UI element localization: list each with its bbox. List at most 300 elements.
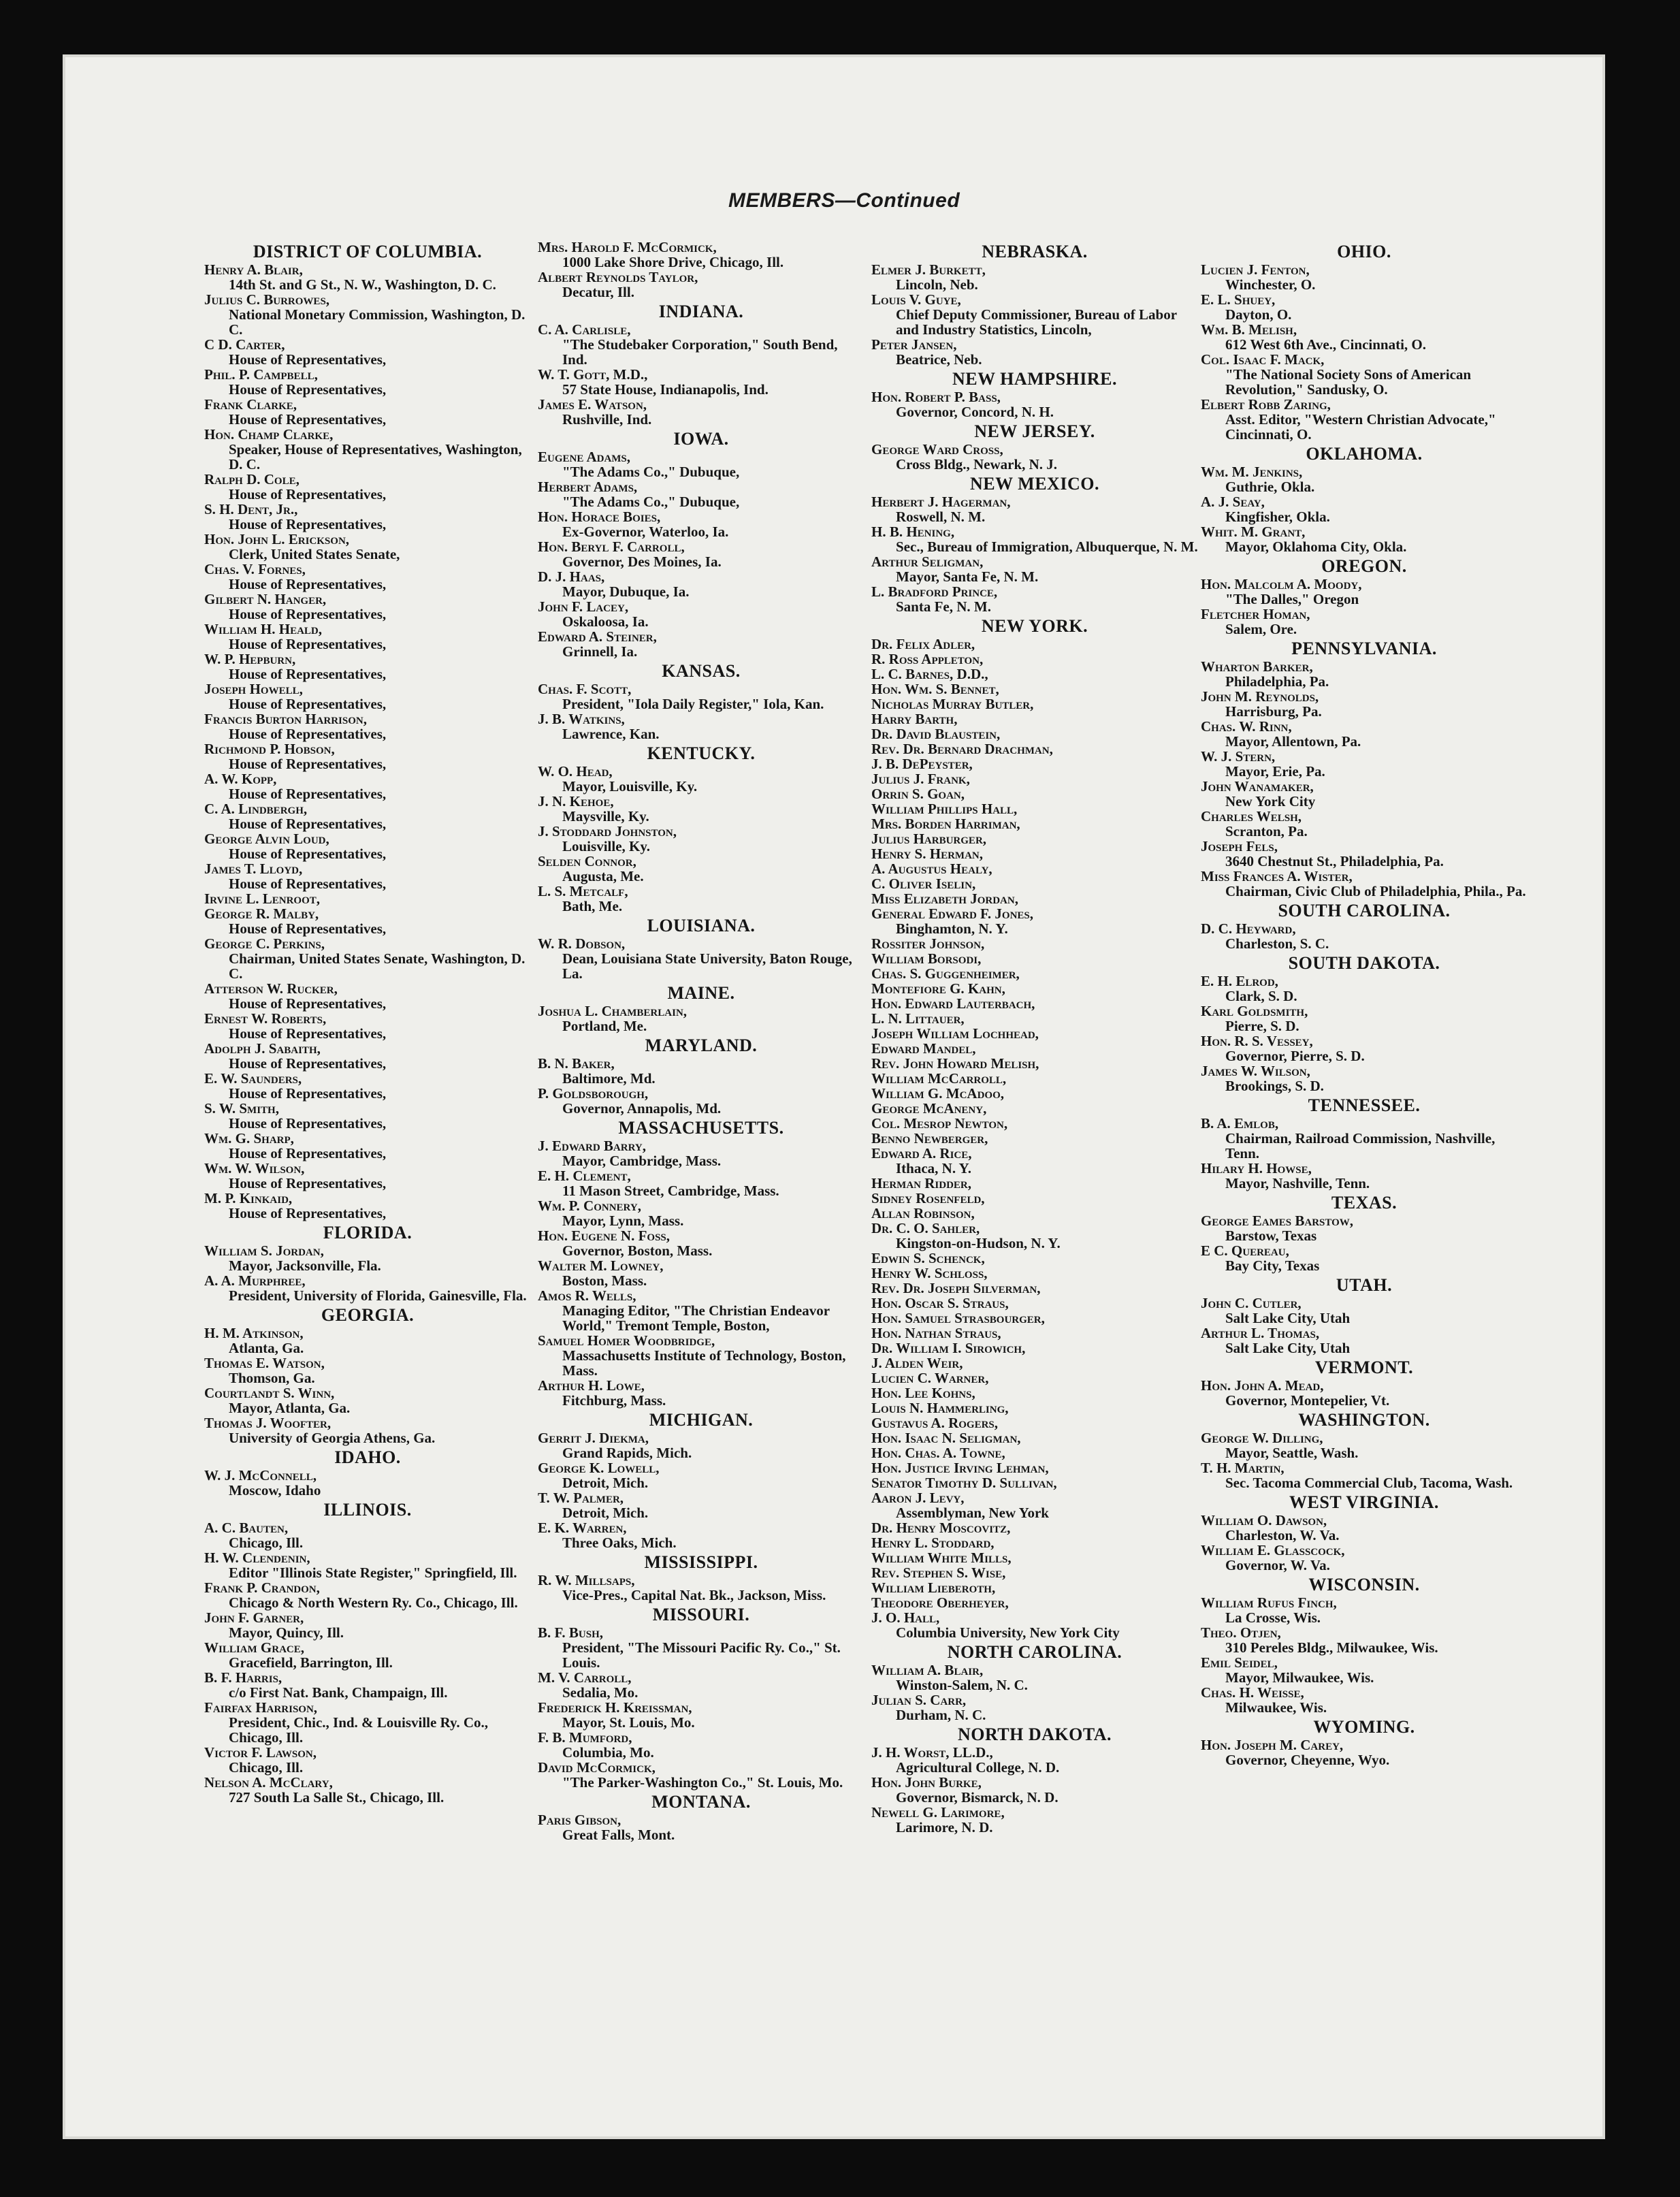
member-entry xyxy=(871,1385,1198,1400)
member-detail: 14th St. and G St., N. W., Washington, D. C. xyxy=(229,276,496,293)
member-name: J. Edward Barry, xyxy=(538,1138,646,1154)
member-entry xyxy=(871,1266,1198,1281)
state-heading: INDIANA. xyxy=(658,302,744,321)
member-entry xyxy=(204,1041,531,1071)
member-entry xyxy=(1201,779,1528,809)
member-name: Francis Burton Harrison, xyxy=(204,711,367,727)
member-entry xyxy=(204,741,531,771)
member-detail: Great Falls, Mont. xyxy=(562,1827,675,1843)
member-name: H. B. Hening, xyxy=(871,524,955,540)
member-name: Eugene Adams, xyxy=(538,449,631,465)
member-entry xyxy=(538,1288,865,1333)
member-name: Ernest W. Roberts, xyxy=(204,1010,327,1027)
member-name: Herman Ridder, xyxy=(871,1175,971,1191)
member-name: W. J. Stern, xyxy=(1201,748,1276,765)
member-detail: Salem, Ore. xyxy=(1225,621,1297,637)
member-detail: Atlanta, Ga. xyxy=(229,1340,304,1356)
state-heading: IOWA. xyxy=(673,429,729,449)
member-detail: Chairman, Railroad Commission, Nashville, Tenn. xyxy=(1225,1130,1496,1161)
member-name: E C. Quereau, xyxy=(1201,1242,1289,1259)
member-entry xyxy=(538,240,865,270)
member-detail: Chicago & North Western Ry. Co., Chicago, Ill. xyxy=(229,1594,518,1611)
member-entry xyxy=(538,1168,865,1198)
member-entry xyxy=(871,494,1198,524)
member-entry xyxy=(538,1812,865,1842)
member-entry xyxy=(871,801,1198,816)
member-name: Arthur L. Thomas, xyxy=(1201,1325,1320,1341)
state-heading: KENTUCKY. xyxy=(647,743,756,763)
member-entry xyxy=(538,539,865,569)
member-detail: Chief Deputy Commissioner, Bureau of Labor and Industry Statistics, Lincoln, xyxy=(896,306,1177,338)
member-entry xyxy=(871,1475,1198,1490)
member-detail: Beatrice, Neb. xyxy=(896,351,982,368)
member-entry xyxy=(204,1161,531,1191)
member-name: Amos R. Wells, xyxy=(538,1287,636,1304)
member-name: Edward A. Steiner, xyxy=(538,628,657,645)
member-name: Hon. John A. Mead, xyxy=(1201,1377,1324,1394)
member-entry xyxy=(1201,719,1528,749)
member-detail: Editor "Illinois State Register," Springfield, Ill. xyxy=(229,1565,517,1581)
member-entry xyxy=(871,1745,1198,1775)
member-detail: Governor, Bismarck, N. D. xyxy=(896,1789,1059,1806)
member-entry xyxy=(204,681,531,711)
member-name: George Ward Cross, xyxy=(871,441,1003,458)
state-heading: OKLAHOMA. xyxy=(1306,444,1423,464)
member-detail: House of Representatives, xyxy=(229,351,387,368)
member-entry xyxy=(204,1011,531,1041)
member-entry xyxy=(1201,1430,1528,1460)
member-detail: House of Representatives, xyxy=(229,920,387,937)
member-entry xyxy=(871,389,1198,419)
member-detail: Mayor, Lynn, Mass. xyxy=(562,1213,684,1229)
member-name: J. B. Watkins, xyxy=(538,711,625,727)
member-detail: House of Representatives, xyxy=(229,696,387,712)
member-name: Dr. C. O. Sahler, xyxy=(871,1220,980,1236)
member-entry xyxy=(204,981,531,1011)
member-entry xyxy=(871,524,1198,554)
member-entry xyxy=(538,1004,865,1033)
member-entry xyxy=(871,584,1198,614)
member-detail: Baltimore, Md. xyxy=(562,1070,656,1087)
member-name: Hilary H. Howse, xyxy=(1201,1160,1312,1176)
member-detail: Fitchburg, Mass. xyxy=(562,1392,666,1409)
member-name: Hon. Champ Clarke, xyxy=(204,426,334,443)
member-name: J. O. Hall, xyxy=(871,1609,940,1626)
member-detail: Brookings, S. D. xyxy=(1225,1078,1324,1094)
member-detail: Grand Rapids, Mich. xyxy=(562,1445,692,1461)
state-heading: PENNSYLVANIA. xyxy=(1291,639,1437,658)
member-entry xyxy=(204,472,531,502)
member-entry xyxy=(871,1326,1198,1341)
state-heading: SOUTH CAROLINA. xyxy=(1278,901,1451,920)
member-name: B. F. Bush, xyxy=(538,1624,604,1641)
member-entry xyxy=(871,1191,1198,1206)
member-name: Col. Mesrop Newton, xyxy=(871,1115,1008,1132)
member-entry xyxy=(204,1326,531,1356)
state-heading: VERMONT. xyxy=(1314,1358,1414,1377)
member-entry xyxy=(538,1520,865,1550)
member-entry xyxy=(871,1430,1198,1445)
member-name: George McAneny, xyxy=(871,1100,987,1117)
member-entry xyxy=(538,1258,865,1288)
member-name: William G. McAdoo, xyxy=(871,1085,1004,1102)
member-entry xyxy=(1201,1595,1528,1625)
member-name: Hon. Lee Kohns, xyxy=(871,1385,975,1401)
member-entry xyxy=(1201,1063,1528,1093)
member-name: Hon. John L. Erickson, xyxy=(204,531,350,547)
member-detail: House of Representatives, xyxy=(229,606,387,622)
member-detail: Dean, Louisiana State University, Baton Rouge, La. xyxy=(562,950,852,982)
member-name: Nicholas Murray Butler, xyxy=(871,696,1034,712)
member-detail: Chairman, United States Senate, Washington, D. C. xyxy=(229,950,526,982)
state-heading: WASHINGTON. xyxy=(1298,1410,1430,1430)
member-name: A. A. Murphree, xyxy=(204,1272,306,1289)
member-name: Karl Goldsmith, xyxy=(1201,1003,1308,1019)
member-entry xyxy=(204,652,531,681)
member-entry xyxy=(538,1490,865,1520)
member-entry xyxy=(871,1370,1198,1385)
member-name: E. H. Elrod, xyxy=(1201,973,1278,989)
member-name: M. P. Kinkaid, xyxy=(204,1190,293,1206)
member-detail: Santa Fe, N. M. xyxy=(896,598,991,615)
member-entry xyxy=(1201,1326,1528,1356)
member-entry xyxy=(204,1101,531,1131)
member-entry xyxy=(538,1760,865,1790)
member-entry xyxy=(871,891,1198,906)
member-entry xyxy=(871,1415,1198,1430)
member-name: M. V. Carroll, xyxy=(538,1669,632,1686)
member-detail: Mayor, Oklahoma City, Okla. xyxy=(1225,539,1407,555)
member-name: Hon. Justice Irving Lehman, xyxy=(871,1460,1049,1476)
member-name: Samuel Homer Woodbridge, xyxy=(538,1332,715,1349)
member-entry xyxy=(1201,1737,1528,1767)
member-entry xyxy=(1201,921,1528,951)
member-name: William A. Blair, xyxy=(871,1662,984,1678)
member-entry xyxy=(871,262,1198,292)
member-entry xyxy=(538,794,865,824)
member-detail: House of Representatives, xyxy=(229,516,387,532)
member-name: Benno Newberger, xyxy=(871,1130,988,1146)
member-entry xyxy=(1201,1033,1528,1063)
member-entry xyxy=(538,681,865,711)
member-name: William Phillips Hall, xyxy=(871,801,1018,817)
member-entry xyxy=(204,1640,531,1670)
member-entry xyxy=(1201,464,1528,494)
member-entry xyxy=(871,1086,1198,1101)
state-heading: IDAHO. xyxy=(334,1447,401,1467)
member-name: James T. Lloyd, xyxy=(204,861,303,877)
member-name: A. W. Kopp, xyxy=(204,771,277,787)
member-name: Wharton Barker, xyxy=(1201,658,1313,675)
member-entry xyxy=(871,696,1198,711)
member-entry xyxy=(538,1730,865,1760)
member-entry xyxy=(538,711,865,741)
state-heading: MISSISSIPPI. xyxy=(644,1552,758,1572)
member-entry xyxy=(538,1670,865,1700)
member-name: Lucien J. Fenton, xyxy=(1201,261,1310,278)
member-entry xyxy=(204,532,531,562)
member-name: George R. Malby, xyxy=(204,905,319,922)
member-detail: Mayor, Santa Fe, N. M. xyxy=(896,568,1039,585)
member-name: Wm. W. Wilson, xyxy=(204,1160,305,1176)
member-entry xyxy=(871,726,1198,741)
state-heading: MICHIGAN. xyxy=(649,1410,754,1430)
member-entry xyxy=(538,1056,865,1086)
member-entry xyxy=(204,262,531,292)
member-entry xyxy=(871,681,1198,696)
member-entry xyxy=(1201,494,1528,524)
member-detail: Ithaca, N. Y. xyxy=(896,1160,972,1176)
member-detail: Chicago, Ill. xyxy=(229,1759,304,1776)
member-entry xyxy=(1201,1378,1528,1408)
member-name: Chas. V. Fornes, xyxy=(204,561,306,577)
member-entry xyxy=(204,337,531,367)
member-entry xyxy=(204,1415,531,1445)
member-detail: 11 Mason Street, Cambridge, Mass. xyxy=(562,1183,779,1199)
member-entry xyxy=(1201,1116,1528,1161)
member-name: H. M. Atkinson, xyxy=(204,1325,304,1341)
state-heading: WYOMING. xyxy=(1313,1717,1415,1737)
member-detail: House of Representatives, xyxy=(229,576,387,592)
member-entry xyxy=(1201,262,1528,292)
member-entry xyxy=(204,1580,531,1610)
member-detail: Massachusetts Institute of Technology, Boston, Mass. xyxy=(562,1347,846,1379)
member-detail: 727 South La Salle St., Chicago, Ill. xyxy=(229,1789,445,1806)
member-entry xyxy=(204,1670,531,1700)
member-entry xyxy=(1201,974,1528,1004)
member-name: Emil Seidel, xyxy=(1201,1654,1278,1671)
state-heading: DISTRICT OF COLUMBIA. xyxy=(253,242,483,261)
member-name: C. A. Lindbergh, xyxy=(204,801,308,817)
member-entry xyxy=(204,936,531,981)
member-detail: 3640 Chestnut St., Philadelphia, Pa. xyxy=(1225,853,1444,869)
member-entry xyxy=(1201,292,1528,322)
member-entry xyxy=(871,861,1198,876)
member-name: E. L. Shuey, xyxy=(1201,291,1276,308)
member-entry xyxy=(204,1356,531,1385)
member-entry xyxy=(538,884,865,914)
state-heading: UTAH. xyxy=(1336,1275,1393,1295)
member-entry xyxy=(871,637,1198,652)
member-entry xyxy=(538,270,865,300)
state-heading: MAINE. xyxy=(667,983,735,1003)
member-entry xyxy=(1201,809,1528,839)
member-name: Frank P. Crandon, xyxy=(204,1579,320,1596)
member-name: Joseph William Lochhead, xyxy=(871,1025,1039,1042)
member-name: Col. Isaac F. Mack, xyxy=(1201,351,1325,368)
member-entry xyxy=(204,622,531,652)
member-detail: Harrisburg, Pa. xyxy=(1225,703,1322,720)
member-name: R. W. Millsaps, xyxy=(538,1572,635,1588)
member-name: Julius Harburger, xyxy=(871,831,987,847)
member-detail: Mayor, Milwaukee, Wis. xyxy=(1225,1669,1374,1686)
member-name: Hon. Chas. A. Towne, xyxy=(871,1445,1005,1461)
member-entry xyxy=(204,1550,531,1580)
member-name: Walter M. Lowney, xyxy=(538,1257,664,1274)
member-detail: 310 Pereles Bldg., Milwaukee, Wis. xyxy=(1225,1639,1438,1656)
member-name: Ralph D. Cole, xyxy=(204,471,300,487)
member-detail: Columbia University, New York City xyxy=(896,1624,1120,1641)
member-name: E. H. Clement, xyxy=(538,1168,631,1184)
member-entry xyxy=(871,1775,1198,1805)
member-detail: Louisville, Ky. xyxy=(562,838,650,854)
member-name: Peter Jansen, xyxy=(871,336,957,353)
member-name: Hon. John Burke, xyxy=(871,1774,982,1791)
member-entry xyxy=(871,906,1198,936)
member-name: Chas. H. Weisse, xyxy=(1201,1684,1304,1701)
member-name: William White Mills, xyxy=(871,1550,1012,1566)
member-detail: Scranton, Pa. xyxy=(1225,823,1308,839)
member-name: Hon. Joseph M. Carey, xyxy=(1201,1737,1344,1753)
member-detail: Mayor, Allentown, Pa. xyxy=(1225,733,1361,750)
member-name: W. R. Dobson, xyxy=(538,935,626,952)
member-entry xyxy=(871,1693,1198,1722)
member-name: P. Goldsborough, xyxy=(538,1085,649,1102)
member-detail: Governor, Cheyenne, Wyo. xyxy=(1225,1752,1390,1768)
member-entry xyxy=(871,831,1198,846)
member-entry xyxy=(204,1243,531,1273)
member-name: Rossiter Johnson, xyxy=(871,935,985,952)
member-name: Herbert J. Hagerman, xyxy=(871,494,1011,510)
member-name: Dr. Henry Moscovitz, xyxy=(871,1520,1011,1536)
member-entry xyxy=(538,599,865,629)
member-name: R. Ross Appleton, xyxy=(871,651,984,667)
member-name: Hon. Beryl F. Carroll, xyxy=(538,539,685,555)
member-name: Lucien C. Warner, xyxy=(871,1370,989,1386)
member-name: Fletcher Homan, xyxy=(1201,606,1310,622)
state-heading: MASSACHUSETTS. xyxy=(618,1118,784,1138)
state-heading: SOUTH DAKOTA. xyxy=(1288,953,1440,973)
member-entry xyxy=(1201,689,1528,719)
member-name: Louis N. Hammerling, xyxy=(871,1400,1009,1416)
member-name: Julius J. Frank, xyxy=(871,771,970,787)
member-entry xyxy=(204,711,531,741)
member-detail: House of Representatives, xyxy=(229,1025,387,1042)
state-heading: NORTH DAKOTA. xyxy=(957,1725,1112,1744)
member-detail: House of Representatives, xyxy=(229,1115,387,1132)
member-detail: House of Representatives, xyxy=(229,381,387,398)
member-detail: Pierre, S. D. xyxy=(1225,1018,1299,1034)
member-entry xyxy=(1201,869,1528,899)
member-entry xyxy=(538,1138,865,1168)
member-detail: Maysville, Ky. xyxy=(562,808,649,824)
member-name: W. T. Gott, M.D., xyxy=(538,366,648,383)
member-entry xyxy=(1201,524,1528,554)
member-detail: Lawrence, Kan. xyxy=(562,726,660,742)
member-detail: Vice-Pres., Capital Nat. Bk., Jackson, Miss. xyxy=(562,1587,826,1603)
member-entry xyxy=(1201,1625,1528,1655)
member-detail: House of Representatives, xyxy=(229,756,387,772)
member-detail: 612 West 6th Ave., Cincinnati, O. xyxy=(1225,336,1426,353)
member-entry xyxy=(871,1565,1198,1580)
member-name: B. A. Emlob, xyxy=(1201,1115,1279,1132)
member-entry xyxy=(204,1273,531,1303)
member-detail: "The Studebaker Corporation," South Bend, Ind. xyxy=(562,336,838,368)
member-name: W. P. Hepburn, xyxy=(204,651,296,667)
member-detail: House of Representatives, xyxy=(229,876,387,892)
state-heading: FLORIDA. xyxy=(323,1223,413,1242)
member-entry xyxy=(871,1356,1198,1370)
member-detail: Clark, S. D. xyxy=(1225,988,1297,1004)
member-name: W. O. Head, xyxy=(538,763,613,780)
member-name: Elmer J. Burkett, xyxy=(871,261,986,278)
member-entry xyxy=(204,502,531,532)
member-entry xyxy=(204,801,531,831)
member-detail: New York City xyxy=(1225,793,1316,809)
member-entry xyxy=(1201,322,1528,352)
member-entry xyxy=(1201,1243,1528,1273)
state-heading: MISSOURI. xyxy=(652,1605,750,1624)
member-name: Elbert Robb Zaring, xyxy=(1201,396,1331,413)
member-detail: Augusta, Me. xyxy=(562,868,644,884)
member-entry xyxy=(871,1281,1198,1296)
member-entry xyxy=(871,951,1198,966)
member-entry xyxy=(871,1296,1198,1311)
member-name: Adolph J. Sabaith, xyxy=(204,1040,321,1057)
member-detail: Mayor, Louisville, Ky. xyxy=(562,778,698,795)
member-detail: Sedalia, Mo. xyxy=(562,1684,639,1701)
state-heading: NEW JERSEY. xyxy=(974,421,1095,441)
member-name: Rev. Dr. Bernard Drachman, xyxy=(871,741,1053,757)
member-detail: House of Representatives, xyxy=(229,1055,387,1072)
member-detail: Asst. Editor, "Western Christian Advocate," Cincinnati, O. xyxy=(1225,411,1496,443)
member-detail: Governor, Concord, N. H. xyxy=(896,404,1054,420)
member-entry xyxy=(204,831,531,861)
member-entry xyxy=(538,629,865,659)
member-detail: Roswell, N. M. xyxy=(896,509,986,525)
member-name: Arthur H. Lowe, xyxy=(538,1377,645,1394)
member-name: Fairfax Harrison, xyxy=(204,1699,318,1716)
member-entry xyxy=(538,936,865,981)
member-entry xyxy=(538,449,865,479)
member-detail: President, University of Florida, Gainesville, Fla. xyxy=(229,1287,527,1304)
member-detail: Durham, N. C. xyxy=(896,1707,986,1723)
member-entry xyxy=(871,816,1198,831)
member-name: Hon. Samuel Strasbourger, xyxy=(871,1310,1045,1326)
member-detail: Oskaloosa, Ia. xyxy=(562,613,649,630)
member-entry xyxy=(871,442,1198,472)
page-title: MEMBERS—Continued xyxy=(728,189,960,212)
member-name: William Borsodi, xyxy=(871,950,982,967)
member-name: William Grace, xyxy=(204,1639,305,1656)
member-name: George C. Perkins, xyxy=(204,935,325,952)
member-entry xyxy=(538,1430,865,1460)
member-detail: Mayor, Jacksonville, Fla. xyxy=(229,1257,381,1274)
member-entry xyxy=(538,569,865,599)
member-detail: Lincoln, Neb. xyxy=(896,276,978,293)
member-name: L. Bradford Prince, xyxy=(871,583,998,600)
member-name: Chas. F. Scott, xyxy=(538,681,632,697)
member-detail: Boston, Mass. xyxy=(562,1272,647,1289)
member-name: J. B. DePeyster, xyxy=(871,756,973,772)
member-name: Irvine L. Lenroot, xyxy=(204,891,321,907)
member-entry xyxy=(871,846,1198,861)
member-name: Rev. John Howard Melish, xyxy=(871,1055,1039,1072)
member-entry xyxy=(1201,749,1528,779)
member-entry xyxy=(871,652,1198,667)
member-detail: "The Adams Co.," Dubuque, xyxy=(562,494,740,510)
member-name: Thomas E. Watson, xyxy=(204,1355,325,1371)
member-column-2 xyxy=(538,240,865,2119)
member-name: Senator Timothy D. Sullivan, xyxy=(871,1475,1057,1491)
member-detail: Speaker, House of Representatives, Washington, D. C. xyxy=(229,441,522,472)
member-entry xyxy=(204,292,531,337)
member-name: George Alvin Loud, xyxy=(204,831,329,847)
member-name: Edward Mandel, xyxy=(871,1040,976,1057)
member-name: S. H. Dent, Jr., xyxy=(204,501,298,517)
member-name: Courtlandt S. Winn, xyxy=(204,1385,335,1401)
member-entry xyxy=(538,854,865,884)
